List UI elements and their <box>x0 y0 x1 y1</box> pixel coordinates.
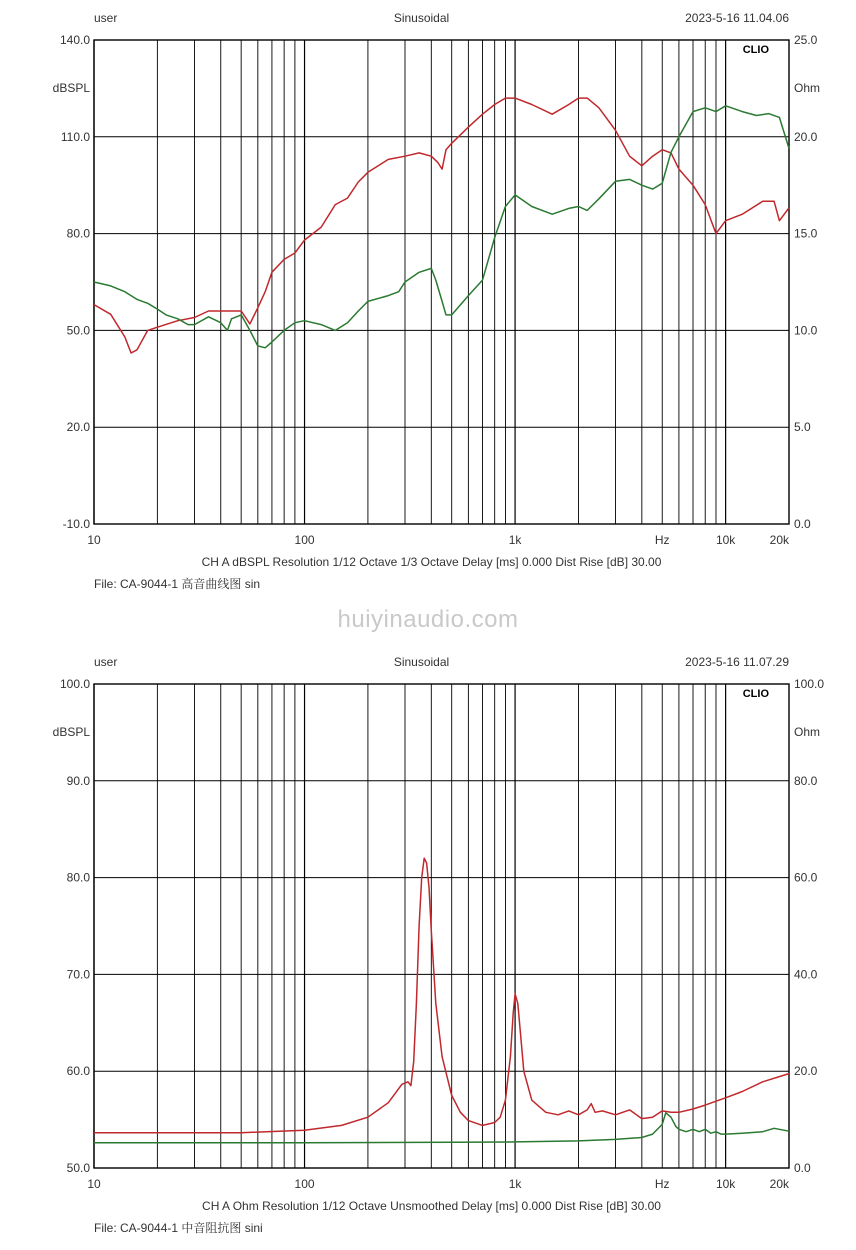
top-x-tick-label: 20k <box>769 533 789 547</box>
top-y-left-tick-label: 50.0 <box>66 323 90 338</box>
top-y-right-tick-label: 5.0 <box>794 420 811 435</box>
bottom-y-left-tick-label: 60.0 <box>66 1064 90 1079</box>
top-y-right-tick-label: 0.0 <box>794 517 811 531</box>
bottom-y-right-tick-label: 20.0 <box>794 1064 818 1079</box>
bottom-header-timestamp: 2023-5-16 11.07.29 <box>685 655 789 669</box>
bottom-y-right-tick-label: 0.0 <box>794 1161 811 1175</box>
bottom-y-left-tick-label: 70.0 <box>66 967 90 982</box>
top-y-left-tick-label: 110.0 <box>60 129 90 144</box>
impedance-chart-bottom <box>0 644 856 1250</box>
top-y-left-tick-label: 80.0 <box>66 226 90 241</box>
top-footer-settings: CH A dBSPL Resolution 1/12 Octave 1/3 Octave Delay [ms] 0.000 Dist Rise [dB] 30.00 <box>201 555 662 569</box>
top-y-left-tick-label: 140.0 <box>59 33 90 47</box>
bottom-clio-logo: CLIO <box>742 688 769 700</box>
bottom-grid <box>94 684 789 1168</box>
top-x-tick-label: 10 <box>87 533 101 547</box>
top-y-left-tick-label: -10.0 <box>62 517 90 531</box>
bottom-header-mode: Sinusoidal <box>393 655 450 669</box>
bottom-x-tick-label: 10k <box>715 1177 736 1191</box>
impedance-spl-chart-top <box>0 0 856 605</box>
bottom-series-red-line <box>94 858 789 1132</box>
chart-top-svg <box>0 0 856 600</box>
top-y-right-tick-label: 25.0 <box>794 33 818 47</box>
bottom-footer-settings: CH A Ohm Resolution 1/12 Octave Unsmoothed Delay [ms] 0.000 Dist Rise [dB] 30.00 <box>202 1199 661 1213</box>
bottom-y-left-unit: dBSPL <box>52 725 90 739</box>
top-plot-frame <box>94 40 789 524</box>
bottom-header-user: user <box>94 655 118 669</box>
bottom-y-left-tick-label: 80.0 <box>66 870 90 885</box>
bottom-y-right-unit: Ohm <box>794 725 821 739</box>
top-file-name: File: CA-9044-1 高音曲线图 sin <box>94 577 261 591</box>
top-series-green-line <box>94 106 789 348</box>
bottom-y-right-tick-label: 80.0 <box>794 773 818 788</box>
bottom-y-left-tick-label: 50.0 <box>66 1161 90 1175</box>
top-header-user: user <box>94 11 118 25</box>
watermark-text: huiyinaudio.com <box>337 606 519 633</box>
bottom-plot-frame <box>94 684 789 1168</box>
bottom-x-tick-label: 1k <box>508 1177 522 1191</box>
top-x-tick-label: 1k <box>508 533 522 547</box>
top-y-right-tick-label: 20.0 <box>794 129 818 144</box>
top-clio-logo: CLIO <box>742 44 769 56</box>
bottom-series-green-line <box>94 1113 789 1143</box>
top-x-tick-label: 100 <box>294 533 315 547</box>
bottom-y-right-tick-label: 100.0 <box>794 677 825 691</box>
bottom-y-left-tick-label: 90.0 <box>66 773 90 788</box>
bottom-y-right-tick-label: 40.0 <box>794 967 818 982</box>
top-y-right-tick-label: 15.0 <box>794 226 818 241</box>
bottom-x-tick-label: 100 <box>294 1177 315 1191</box>
top-y-right-tick-label: 10.0 <box>794 323 818 338</box>
top-x-tick-label: 10k <box>715 533 736 547</box>
bottom-file-name: File: CA-9044-1 中音阻抗图 sini <box>94 1221 263 1235</box>
top-header-timestamp: 2023-5-16 11.04.06 <box>685 11 789 25</box>
top-y-left-unit: dBSPL <box>52 81 90 95</box>
top-y-left-tick-label: 20.0 <box>66 420 90 435</box>
bottom-x-tick-label: 10 <box>87 1177 101 1191</box>
bottom-x-tick-label: Hz <box>654 1177 670 1191</box>
bottom-y-right-tick-label: 60.0 <box>794 870 818 885</box>
bottom-x-tick-label: 20k <box>769 1177 789 1191</box>
bottom-y-left-tick-label: 100.0 <box>59 677 90 691</box>
top-x-tick-label: Hz <box>654 533 670 547</box>
top-y-right-unit: Ohm <box>794 81 821 95</box>
top-header-mode: Sinusoidal <box>393 11 450 25</box>
chart-bottom-svg <box>0 644 856 1245</box>
top-grid <box>94 40 789 524</box>
